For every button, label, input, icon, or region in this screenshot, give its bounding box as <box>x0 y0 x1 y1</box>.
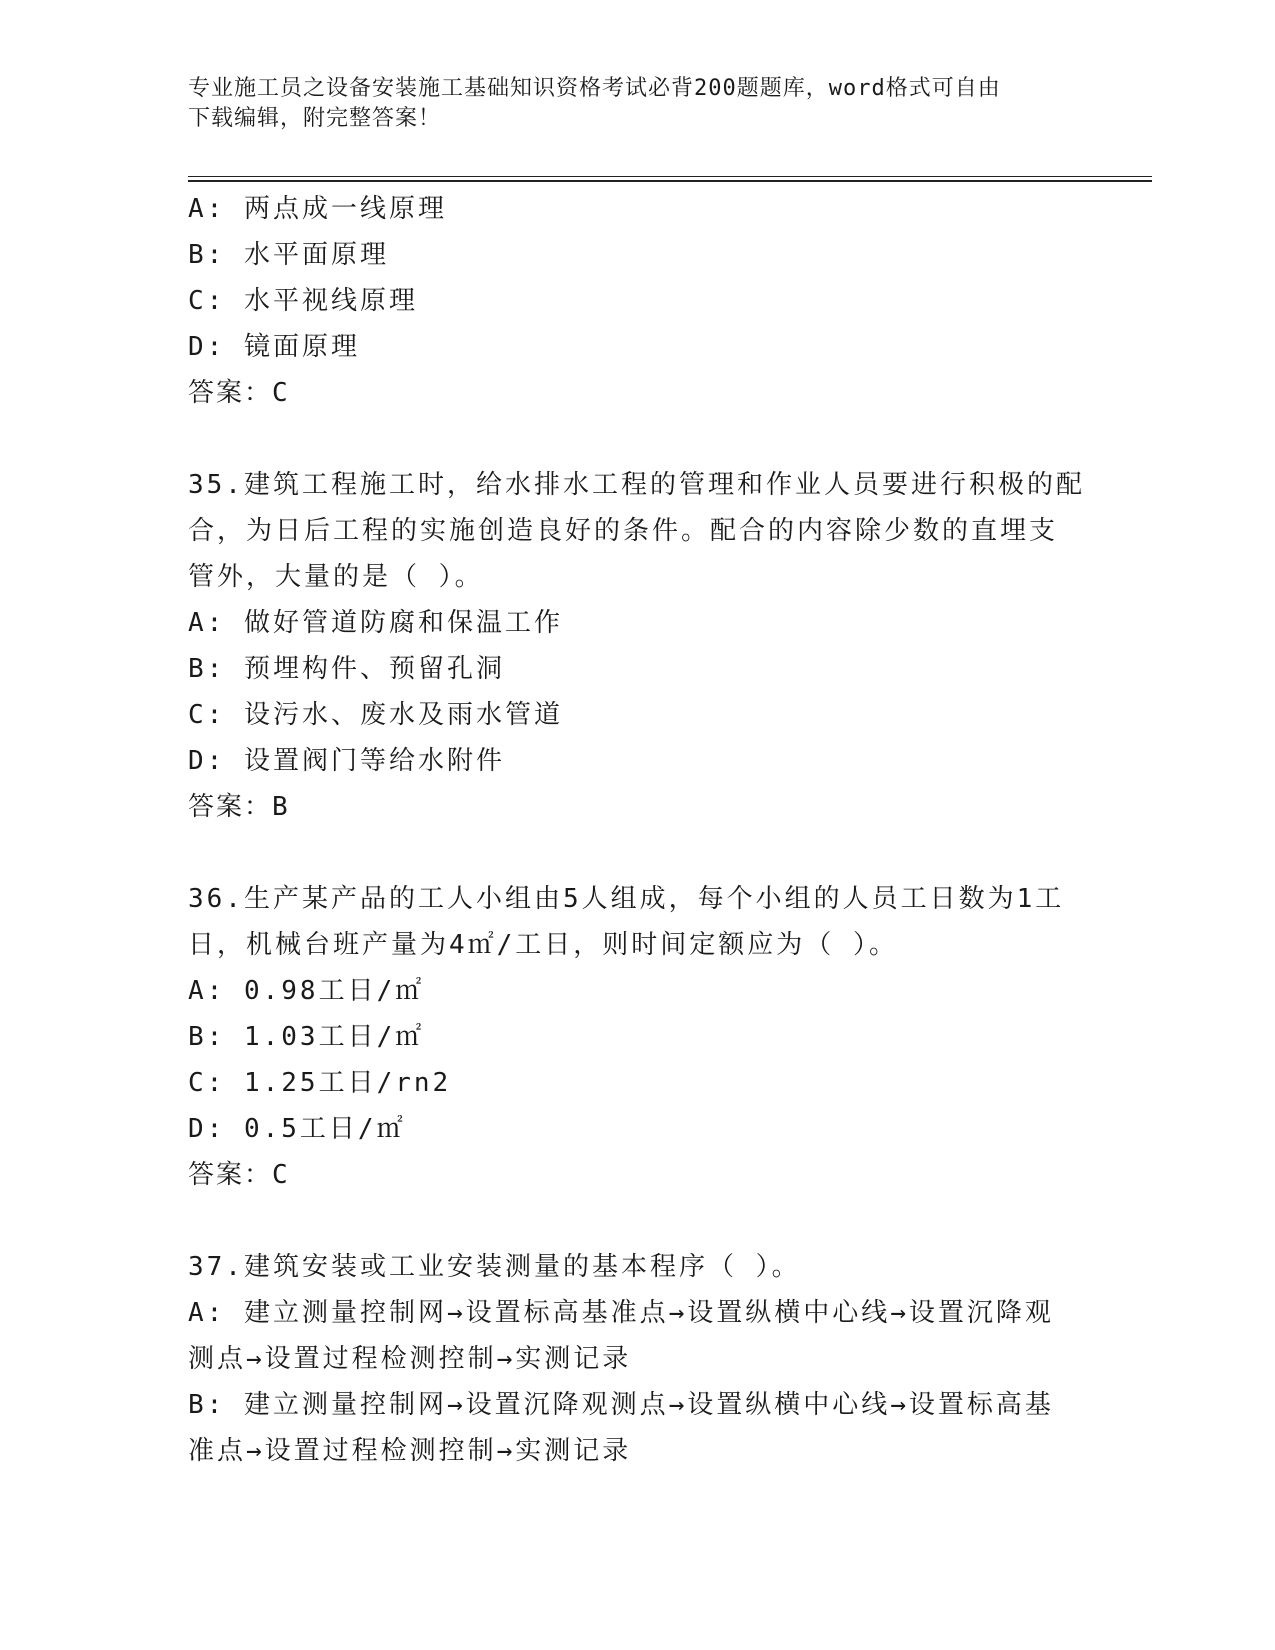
header-line-1: 专业施工员之设备安装施工基础知识资格考试必背200题题库，word格式可自由 <box>188 76 1001 101</box>
answer <box>188 784 1088 830</box>
question-stem-line: 36.生产某产品的工人小组由5人组成，每个小组的人员工日数为1工 <box>188 884 1065 914</box>
header-line-2: 下载编辑，附完整答案！ <box>188 106 442 131</box>
answer-label: 答案： <box>188 378 273 408</box>
option-b-continued: 准点→设置过程检测控制→实测记录 <box>188 1436 632 1466</box>
option-d: D: 设置阀门等给水附件 <box>188 746 505 776</box>
option-d: D: 镜面原理 <box>188 332 360 362</box>
question-stem-line: 37.建筑安装或工业安装测量的基本程序（ ）。 <box>188 1252 801 1282</box>
option-c: C: 1.25工日/rn2 <box>188 1068 452 1098</box>
option-a: A: 0.98工日/㎡ <box>188 976 425 1006</box>
answer <box>188 370 1088 416</box>
question-34 <box>188 186 1088 416</box>
option-b: B: 建立测量控制网→设置沉降观测点→设置纵横中心线→设置标高基 <box>188 1390 1054 1420</box>
option-a: A: 两点成一线原理 <box>188 194 447 224</box>
option-c: C: 设污水、废水及雨水管道 <box>188 700 563 730</box>
question-35 <box>188 462 1088 830</box>
option-b: B: 水平面原理 <box>188 240 389 270</box>
spacer <box>188 416 1088 462</box>
question-content <box>188 186 1088 1474</box>
document-header <box>188 74 1088 134</box>
header-divider-thick <box>188 180 1152 182</box>
answer-value: C <box>272 1160 290 1190</box>
answer-value: B <box>272 792 290 822</box>
option-b: B: 预埋构件、预留孔洞 <box>188 654 505 684</box>
spacer <box>188 1198 1088 1244</box>
question-stem-line: 日，机械台班产量为4㎡/工日，则时间定额应为（ ）。 <box>188 930 898 960</box>
option-a: A: 建立测量控制网→设置标高基准点→设置纵横中心线→设置沉降观 <box>188 1298 1054 1328</box>
option-d: D: 0.5工日/㎡ <box>188 1114 406 1144</box>
header-divider-thin <box>188 176 1152 177</box>
spacer <box>188 830 1088 876</box>
question-37 <box>188 1244 1088 1474</box>
option-c: C: 水平视线原理 <box>188 286 418 316</box>
option-a-continued: 测点→设置过程检测控制→实测记录 <box>188 1344 632 1374</box>
question-stem-line: 35.建筑工程施工时，给水排水工程的管理和作业人员要进行积极的配 <box>188 470 1085 500</box>
answer-label: 答案： <box>188 792 273 822</box>
option-a: A: 做好管道防腐和保温工作 <box>188 608 563 638</box>
answer-label: 答案： <box>188 1160 273 1190</box>
answer-value: C <box>272 378 290 408</box>
option-b: B: 1.03工日/㎡ <box>188 1022 425 1052</box>
question-36 <box>188 876 1088 1198</box>
question-stem-line: 合，为日后工程的实施创造良好的条件。配合的内容除少数的直埋支 <box>188 516 1059 546</box>
answer <box>188 1152 1088 1198</box>
question-stem-line: 管外，大量的是（ ）。 <box>188 562 484 592</box>
